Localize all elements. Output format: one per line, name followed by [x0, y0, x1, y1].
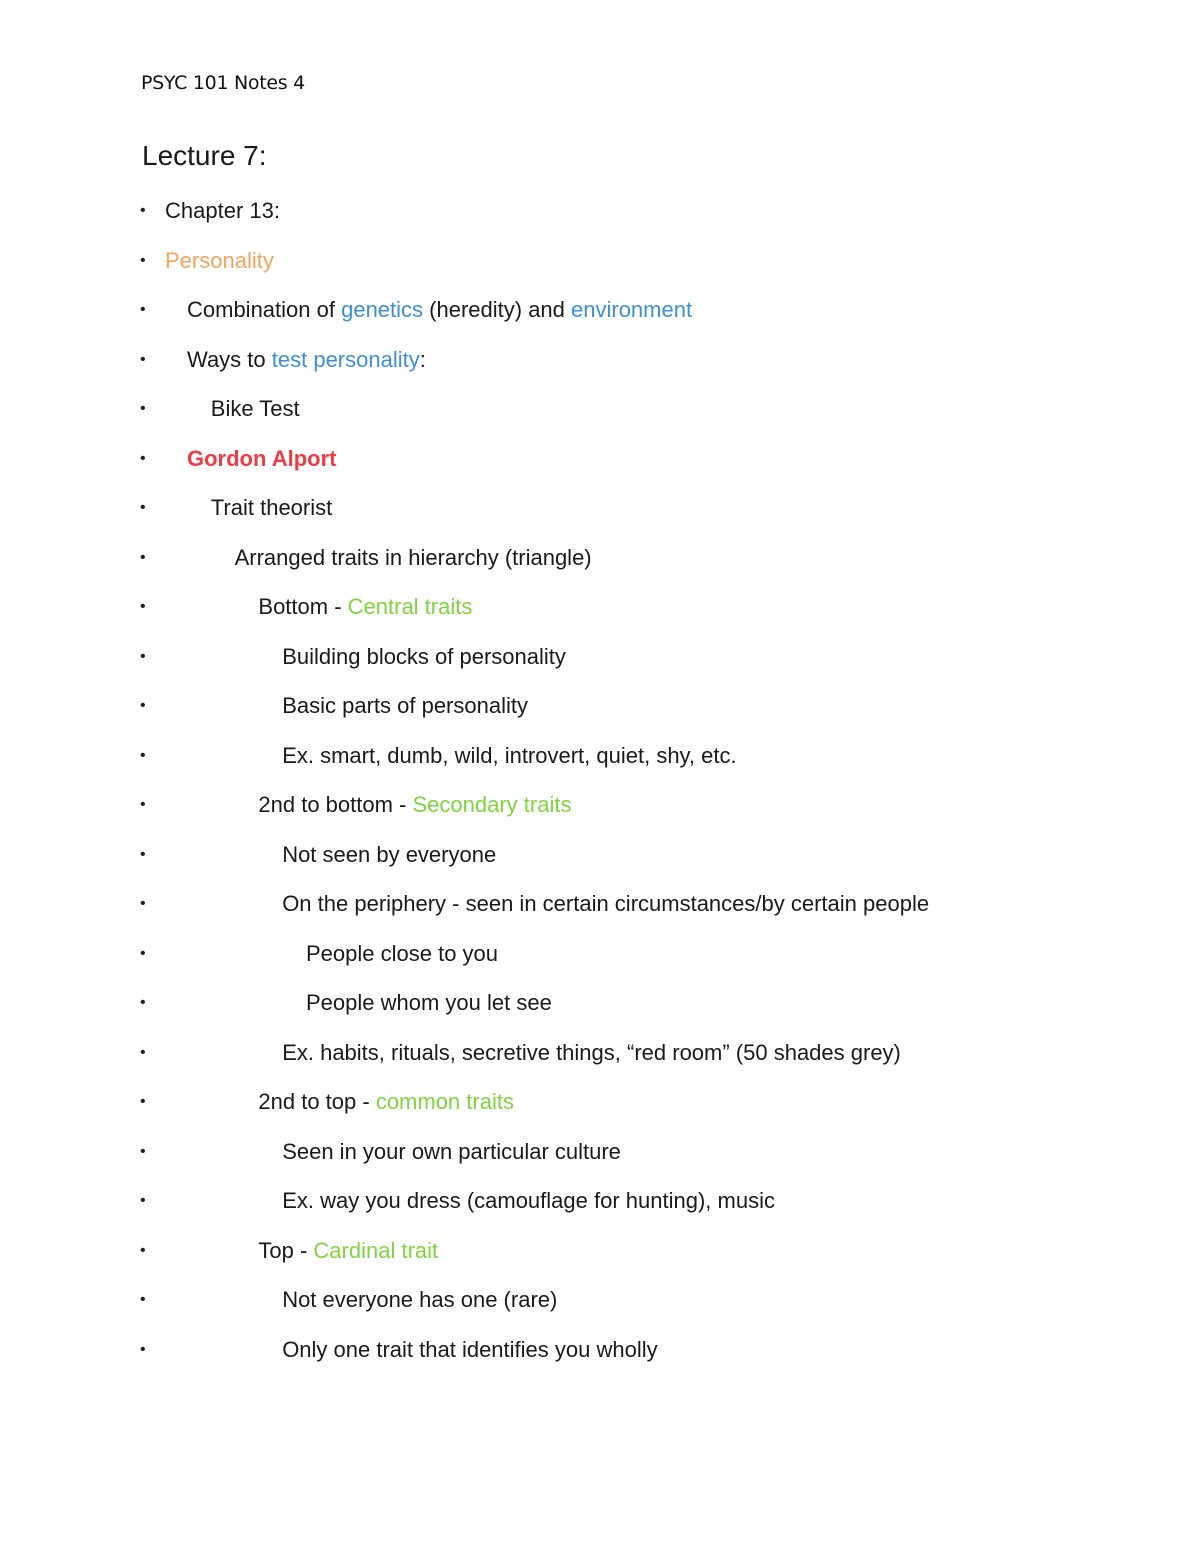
list-item-text — [211, 394, 300, 424]
text-segment: People whom you let see — [306, 990, 552, 1015]
document-header: PSYC 101 Notes 4 — [141, 72, 305, 94]
list-item-text — [282, 1186, 775, 1216]
list-item-text — [258, 592, 472, 622]
list-item-text — [282, 1038, 901, 1068]
bullet-icon: • — [140, 449, 146, 467]
list-item-text — [258, 790, 571, 820]
text-segment: Not seen by everyone — [282, 841, 497, 867]
highlighted-term: common traits — [375, 1089, 514, 1114]
highlighted-term: environment — [571, 297, 693, 322]
text-segment: Combination of — [187, 297, 342, 322]
text-segment: Trait theorist — [210, 495, 333, 520]
text-segment: Seen in your own particular culture — [282, 1138, 621, 1164]
text-segment: Not everyone has one (rare) — [282, 1287, 558, 1312]
list-item-text — [187, 444, 337, 474]
bullet-icon: • — [140, 994, 146, 1011]
list-item-text — [282, 840, 496, 870]
bullet-icon: • — [140, 1043, 146, 1061]
text-segment: Chapter 13: — [165, 198, 280, 223]
text-segment: (heredity) and — [423, 297, 572, 322]
bullet-icon: • — [140, 1291, 146, 1308]
bullet-icon: • — [140, 499, 146, 516]
list-item-text — [258, 1236, 438, 1266]
bullet-icon: • — [140, 796, 146, 813]
bullet-icon: • — [140, 647, 146, 665]
text-segment: 2nd to top - — [258, 1089, 376, 1114]
highlighted-term: test personality — [271, 346, 420, 372]
highlighted-term: genetics — [341, 297, 424, 322]
bullet-icon: • — [140, 598, 146, 615]
bullet-icon: • — [140, 301, 146, 318]
text-segment: Basic parts of personality — [282, 693, 528, 718]
list-item-text — [187, 295, 692, 325]
text-segment: People close to you — [306, 940, 499, 966]
list-item-text — [306, 939, 498, 969]
list-item-text — [282, 1285, 557, 1315]
bullet-icon: • — [140, 845, 146, 863]
list-item-text — [258, 1087, 514, 1117]
bullet-icon: • — [140, 400, 146, 417]
highlighted-term: Personality — [165, 247, 274, 273]
bullet-icon: • — [140, 1093, 146, 1110]
bullet-icon: • — [140, 251, 146, 269]
bullet-icon: • — [140, 1192, 146, 1209]
highlighted-term: Central traits — [347, 594, 473, 619]
text-segment: On the periphery - seen in certain circumstances/by certain people — [282, 891, 930, 916]
list-item-text — [187, 345, 426, 375]
bullet-icon: • — [140, 944, 146, 962]
list-item-text — [282, 889, 929, 919]
text-segment: Top - — [258, 1237, 314, 1263]
list-item-text — [282, 1335, 657, 1365]
text-segment: Bike Test — [210, 396, 300, 421]
bullet-icon: • — [140, 1241, 146, 1259]
bullet-icon: • — [140, 1340, 146, 1358]
list-item-text — [235, 543, 592, 573]
bullet-icon: • — [140, 548, 146, 566]
lecture-title: Lecture 7: — [142, 140, 267, 171]
highlighted-term: Gordon Alport — [187, 445, 337, 471]
list-item-text — [282, 1137, 621, 1167]
text-segment: Building blocks of personality — [282, 643, 566, 669]
list-item-text — [165, 246, 274, 276]
list-item-text — [282, 691, 528, 721]
bullet-icon: • — [140, 350, 146, 368]
bullet-icon: • — [140, 746, 146, 764]
highlighted-term: Secondary traits — [412, 792, 572, 817]
text-segment: 2nd to bottom - — [258, 792, 413, 817]
text-segment: Ex. habits, rituals, secretive things, “red room” (50 shades grey) — [282, 1039, 901, 1065]
text-segment: Ways to — [187, 346, 272, 372]
highlighted-term: Cardinal trait — [313, 1237, 439, 1263]
text-segment: Arranged traits in hierarchy (triangle) — [234, 544, 592, 570]
bullet-icon: • — [140, 895, 146, 912]
list-item-text — [282, 741, 736, 771]
list-item-text — [165, 196, 280, 226]
list-item-text — [306, 988, 552, 1018]
list-item-text — [211, 493, 332, 523]
text-segment: : — [419, 346, 426, 372]
text-segment: Ex. smart, dumb, wild, introvert, quiet, shy, etc. — [282, 742, 737, 768]
bullet-icon: • — [140, 1142, 146, 1160]
bullet-icon: • — [140, 697, 146, 714]
list-item-text — [282, 642, 566, 672]
text-segment: Bottom - — [258, 594, 348, 619]
text-segment: Ex. way you dress (camouflage for hunting), music — [282, 1188, 775, 1213]
bullet-icon: • — [140, 202, 146, 219]
text-segment: Only one trait that identifies you wholly — [282, 1336, 658, 1362]
